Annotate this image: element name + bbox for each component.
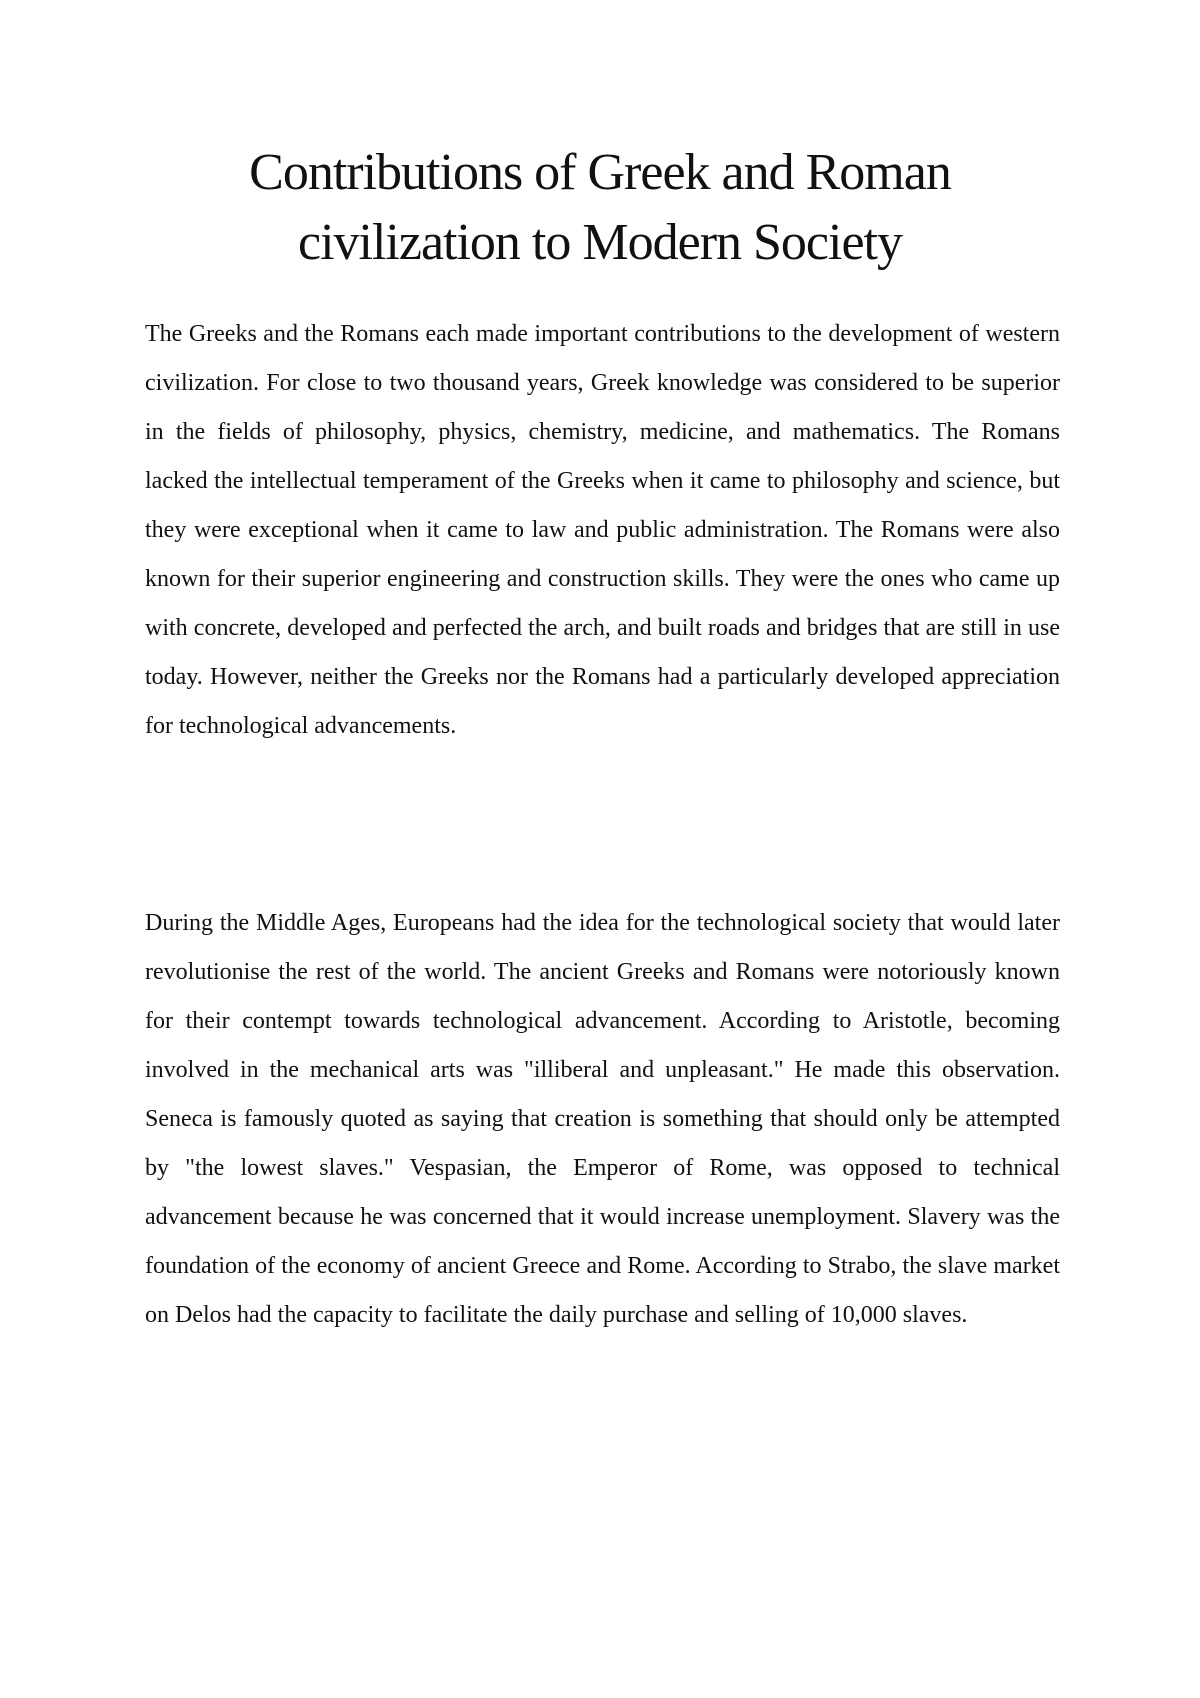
paragraph-2: During the Middle Ages, Europeans had the idea for the technological society that would later revolutionise the rest of the world. The ancient Greeks and Romans were notoriously known for their contempt towards technological advancement. According to Aristotle, becoming involved in the mechanical arts was "illiberal and unpleasant." He made this observation. Seneca is famously quoted as saying that creation is something that should only be attempted by "the lowest slaves." Vespasian, the Emperor of Rome, was opposed to technical advancement because he was concerned that it would increase unemployment. Slavery was the foundation of the economy of ancient Greece and Rome. According to Strabo, the slave market on Delos had the capacity to facilitate the daily purchase and selling of 10,000 slaves. xyxy=(145,910,1060,1328)
title-line-1: Contributions of Greek and Roman xyxy=(249,144,951,201)
document-title xyxy=(0,138,1200,278)
title-line-2: civilization to Modern Society xyxy=(298,214,902,271)
paragraph-1: The Greeks and the Romans each made important contributions to the development of western civilization. For close to two thousand years, Greek knowledge was considered to be superior in the fields of philosophy, physics, chemistry, medicine, and mathematics. The Romans lacked the intellectual temperament of the Greeks when it came to philosophy and science, but they were exceptional when it came to law and public administration. The Romans were also known for their superior engineering and construction skills. They were the ones who came up with concrete, developed and perfected the arch, and built roads and bridges that are still in use today. However, neither the Greeks nor the Romans had a particularly developed appreciation for technological advancements. xyxy=(145,321,1060,739)
